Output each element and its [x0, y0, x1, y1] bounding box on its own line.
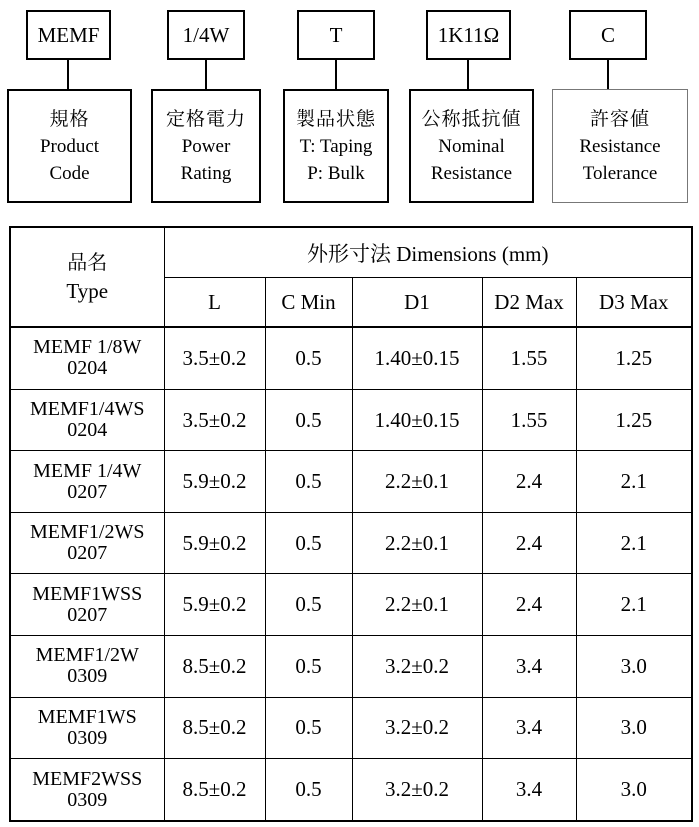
cell-c-min: 0.5 [265, 327, 352, 389]
desc-cjk: 規格 [49, 107, 90, 130]
cell-d1: 3.2±0.2 [352, 697, 482, 759]
table-header-row [10, 227, 692, 278]
column-header-l: L [164, 278, 265, 328]
cell-type [10, 389, 164, 451]
cell-c-min: 0.5 [265, 512, 352, 574]
table-row [10, 451, 692, 513]
connector-line [467, 60, 469, 89]
cell-l: 8.5±0.2 [164, 759, 265, 821]
cell-l: 5.9±0.2 [164, 512, 265, 574]
desc-box-product-code [7, 89, 132, 203]
dimensions-table [9, 226, 693, 822]
cell-type [10, 636, 164, 698]
code-box-resistance [426, 10, 511, 60]
cell-d3-max: 2.1 [576, 512, 692, 574]
code-box-package [297, 10, 375, 60]
desc-box-tolerance [552, 89, 688, 203]
type-header-en: Type [66, 279, 109, 303]
connector-line [67, 60, 69, 89]
cell-c-min: 0.5 [265, 451, 352, 513]
cell-d2-max: 3.4 [482, 636, 576, 698]
cell-type [10, 327, 164, 389]
desc-line: Nominal [438, 135, 505, 157]
desc-cjk: 製品状態 [295, 107, 376, 130]
connector-line [335, 60, 337, 89]
cell-d2-max: 3.4 [482, 697, 576, 759]
type-line: MEMF1WSS [32, 582, 143, 605]
desc-box-packaging [283, 89, 389, 203]
code-box-power [167, 10, 245, 60]
table-row [10, 389, 692, 451]
desc-line: T: Taping [299, 135, 373, 157]
cell-d3-max: 2.1 [576, 451, 692, 513]
cell-d1: 3.2±0.2 [352, 636, 482, 698]
cell-type [10, 574, 164, 636]
cell-d1: 2.2±0.1 [352, 574, 482, 636]
table-body [10, 327, 692, 821]
cell-c-min: 0.5 [265, 636, 352, 698]
cell-l: 3.5±0.2 [164, 327, 265, 389]
type-column-header [10, 227, 164, 327]
desc-line: Product [39, 135, 100, 157]
type-line: 0309 [67, 788, 108, 811]
cell-d3-max: 2.1 [576, 574, 692, 636]
type-line: MEMF1WS [37, 705, 137, 728]
desc-line: Resistance [579, 135, 661, 157]
column-header-c-min: C Min [265, 278, 352, 328]
desc-line: Power [181, 135, 231, 157]
type-line: 0204 [67, 357, 108, 380]
cell-l: 8.5±0.2 [164, 697, 265, 759]
desc-line: Rating [180, 162, 232, 184]
table-row [10, 759, 692, 821]
desc-line: Code [49, 162, 90, 184]
column-header-d2-max: D2 Max [482, 278, 576, 328]
desc-line: Resistance [430, 162, 513, 184]
desc-cjk: 許容値 [589, 107, 650, 130]
cell-d3-max: 3.0 [576, 697, 692, 759]
connector-line [607, 60, 609, 89]
code-series: MEMF [37, 22, 100, 47]
code-resistance: 1K11Ω [437, 22, 500, 47]
type-line: 0309 [67, 726, 108, 749]
desc-box-nominal-resistance [409, 89, 534, 203]
code-tolerance: C [600, 22, 615, 47]
cell-d1: 2.2±0.1 [352, 512, 482, 574]
cell-d2-max: 1.55 [482, 327, 576, 389]
table-row [10, 512, 692, 574]
table-row [10, 574, 692, 636]
type-line: 0207 [67, 542, 108, 565]
desc-cjk: 定格電力 [165, 107, 246, 130]
cell-d2-max: 2.4 [482, 512, 576, 574]
cell-d1: 3.2±0.2 [352, 759, 482, 821]
column-header-d1: D1 [352, 278, 482, 328]
dimensions-header-label: 外形寸法 Dimensions (mm) [307, 241, 549, 266]
cell-d2-max: 1.55 [482, 389, 576, 451]
cell-d3-max: 3.0 [576, 759, 692, 821]
table-row [10, 697, 692, 759]
cell-l: 5.9±0.2 [164, 574, 265, 636]
type-line: 0309 [67, 665, 108, 688]
desc-box-power-rating [151, 89, 261, 203]
cell-c-min: 0.5 [265, 574, 352, 636]
connector-line [205, 60, 207, 89]
type-line: 0207 [67, 480, 108, 503]
type-line: 0207 [67, 603, 108, 626]
column-header-d3-max: D3 Max [576, 278, 692, 328]
cell-type [10, 697, 164, 759]
cell-l: 3.5±0.2 [164, 389, 265, 451]
cell-c-min: 0.5 [265, 389, 352, 451]
code-package: T [329, 22, 343, 47]
type-line: MEMF1/2W [35, 644, 139, 667]
cell-d1: 1.40±0.15 [352, 327, 482, 389]
type-line: MEMF 1/8W [33, 336, 142, 359]
table-row [10, 327, 692, 389]
cell-type [10, 451, 164, 513]
desc-cjk: 公称抵抗値 [421, 107, 522, 130]
type-line: MEMF2WSS [32, 767, 143, 790]
cell-d2-max: 2.4 [482, 451, 576, 513]
cell-d3-max: 3.0 [576, 636, 692, 698]
code-box-tolerance [569, 10, 647, 60]
dimensions-group-header [164, 227, 692, 278]
code-power: 1/4W [182, 22, 230, 47]
desc-line: P: Bulk [307, 162, 365, 184]
type-header-cjk: 品名 [67, 250, 108, 274]
type-line: MEMF1/2WS [30, 521, 145, 544]
cell-type [10, 512, 164, 574]
cell-c-min: 0.5 [265, 759, 352, 821]
cell-l: 8.5±0.2 [164, 636, 265, 698]
type-line: 0204 [67, 419, 108, 442]
cell-d3-max: 1.25 [576, 327, 692, 389]
cell-d3-max: 1.25 [576, 389, 692, 451]
table-row [10, 636, 692, 698]
cell-d1: 2.2±0.1 [352, 451, 482, 513]
type-line: MEMF1/4WS [30, 398, 145, 421]
cell-type [10, 759, 164, 821]
cell-d2-max: 2.4 [482, 574, 576, 636]
type-line: MEMF 1/4W [33, 459, 142, 482]
cell-c-min: 0.5 [265, 697, 352, 759]
code-box-series [26, 10, 111, 60]
cell-d1: 1.40±0.15 [352, 389, 482, 451]
cell-d2-max: 3.4 [482, 759, 576, 821]
cell-l: 5.9±0.2 [164, 451, 265, 513]
desc-line: Tolerance [582, 162, 658, 184]
